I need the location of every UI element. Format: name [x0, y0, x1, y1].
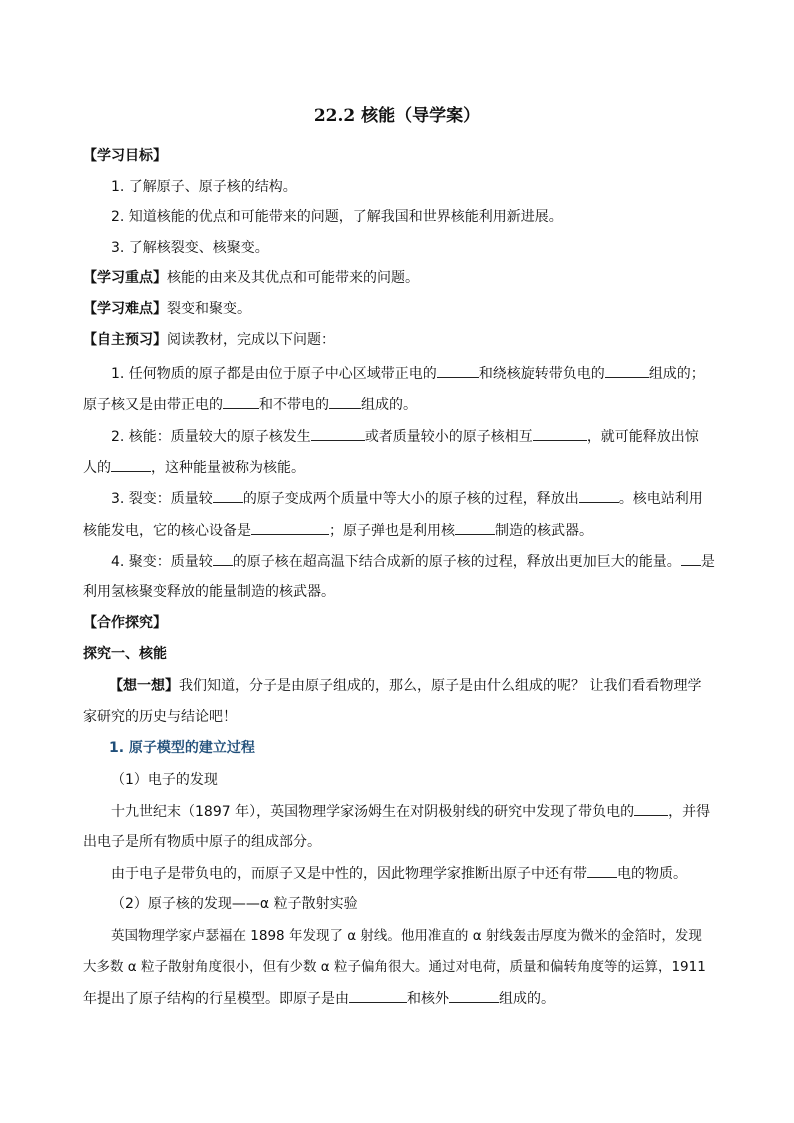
electron-paragraph-1-line-1: 十九世纪末（1897 年），英国物理学家汤姆生在对阴极射线的研究中发现了带负电的 ，并得: [111, 804, 711, 820]
difficulty-label: 【学习难点】: [83, 301, 167, 317]
answer-blank[interactable]: [449, 989, 499, 1003]
question-4-line-2: 利用氢核聚变释放的能量制造的核武器。: [83, 584, 335, 600]
nucleus-paragraph-line-1: 英国物理学家卢瑟福在 1898 年发现了 α 射线。他用准直的 α 射线轰击厚度为微米的金箔时，发现: [111, 928, 702, 944]
think-line-2: 家研究的历史与结论吧！: [83, 709, 237, 725]
objective-item-1: 1. 了解原子、原子核的结构。: [111, 179, 297, 195]
answer-blank[interactable]: [349, 989, 407, 1003]
key-point-text: 核能的由来及其优点和可能带来的问题。: [167, 270, 419, 286]
think-line-1: 【想一想】我们知道，分子是由原子组成的，那么，原子是由什么组成的呢？ 让我们看看物理学: [109, 678, 702, 694]
question-1-line-2: 原子核又是由带正电的 和不带电的 组成的。: [83, 397, 417, 413]
question-3-line-1: 3. 裂变：质量较 的原子变成两个质量中等大小的原子核的过程，释放出 。核电站利用: [111, 491, 703, 507]
cooperate-heading: 【合作探究】: [83, 615, 167, 631]
question-4-line-1: 4. 聚变：质量较 的原子核在超高温下结合成新的原子核的过程，释放出更加巨大的能量。 是: [111, 554, 715, 570]
electron-paragraph-1-line-2: 出电子是所有物质中原子的组成部分。: [83, 834, 321, 850]
objective-item-3: 3. 了解核裂变、核聚变。: [111, 240, 269, 256]
objectives-heading: 【学习目标】: [83, 148, 167, 164]
answer-blank[interactable]: [681, 552, 701, 566]
question-1-line-1: 1. 任何物质的原子都是由位于原子中心区域带正电的 和绕核旋转带负电的 组成的；: [111, 366, 705, 382]
answer-blank[interactable]: [605, 364, 649, 378]
nucleus-heading: （2）原子核的发现——α 粒子散射实验: [111, 896, 358, 912]
key-point-label: 【学习重点】: [83, 270, 167, 286]
answer-blank[interactable]: [213, 489, 243, 503]
nucleus-paragraph-line-2: 大多数 α 粒子散射角度很小，但有少数 α 粒子偏角很大。通过对电荷，质量和偏转角度等的运算，1911: [83, 959, 706, 975]
key-point: [83, 269, 713, 287]
question-2-line-1: 2. 核能：质量较大的原子核发生 或者质量较小的原子核相互 ，就可能释放出惊: [111, 429, 699, 445]
think-label: 【想一想】: [109, 678, 179, 694]
document-title: 22.2 核能（导学案）: [313, 106, 481, 126]
answer-blank[interactable]: [111, 458, 151, 472]
electron-heading: （1）电子的发现: [111, 772, 218, 788]
answer-blank[interactable]: [437, 364, 479, 378]
answer-blank[interactable]: [223, 395, 259, 409]
answer-blank[interactable]: [311, 427, 365, 441]
answer-blank[interactable]: [579, 489, 619, 503]
difficulty-text: 裂变和聚变。: [167, 301, 251, 317]
answer-blank[interactable]: [587, 864, 617, 878]
difficulty: [83, 300, 713, 318]
preview: [83, 331, 713, 349]
objective-item-2: 2. 知道核能的优点和可能带来的问题，了解我国和世界核能利用新进展。: [111, 209, 563, 225]
answer-blank[interactable]: [213, 552, 233, 566]
explore-1-heading: 探究一、核能: [83, 646, 167, 662]
answer-blank[interactable]: [251, 521, 329, 535]
nucleus-paragraph-line-3: 年提出了原子结构的行星模型。即原子是由 和核外 组成的。: [83, 991, 555, 1007]
answer-blank[interactable]: [329, 395, 361, 409]
preview-text: 阅读教材，完成以下问题：: [167, 332, 335, 348]
answer-blank[interactable]: [533, 427, 587, 441]
electron-paragraph-2: 由于电子是带负电的，而原子又是中性的，因此物理学家推断出原子中还有带 电的物质。: [111, 866, 687, 882]
section-1-heading: 1. 原子模型的建立过程: [109, 740, 255, 756]
answer-blank[interactable]: [455, 521, 495, 535]
question-3-line-2: 核能发电，它的核心设备是 ；原子弹也是利用核 制造的核武器。: [83, 523, 593, 539]
answer-blank[interactable]: [634, 802, 668, 816]
question-2-line-2: 人的 ，这种能量被称为核能。: [83, 460, 305, 476]
preview-label: 【自主预习】: [83, 332, 167, 348]
